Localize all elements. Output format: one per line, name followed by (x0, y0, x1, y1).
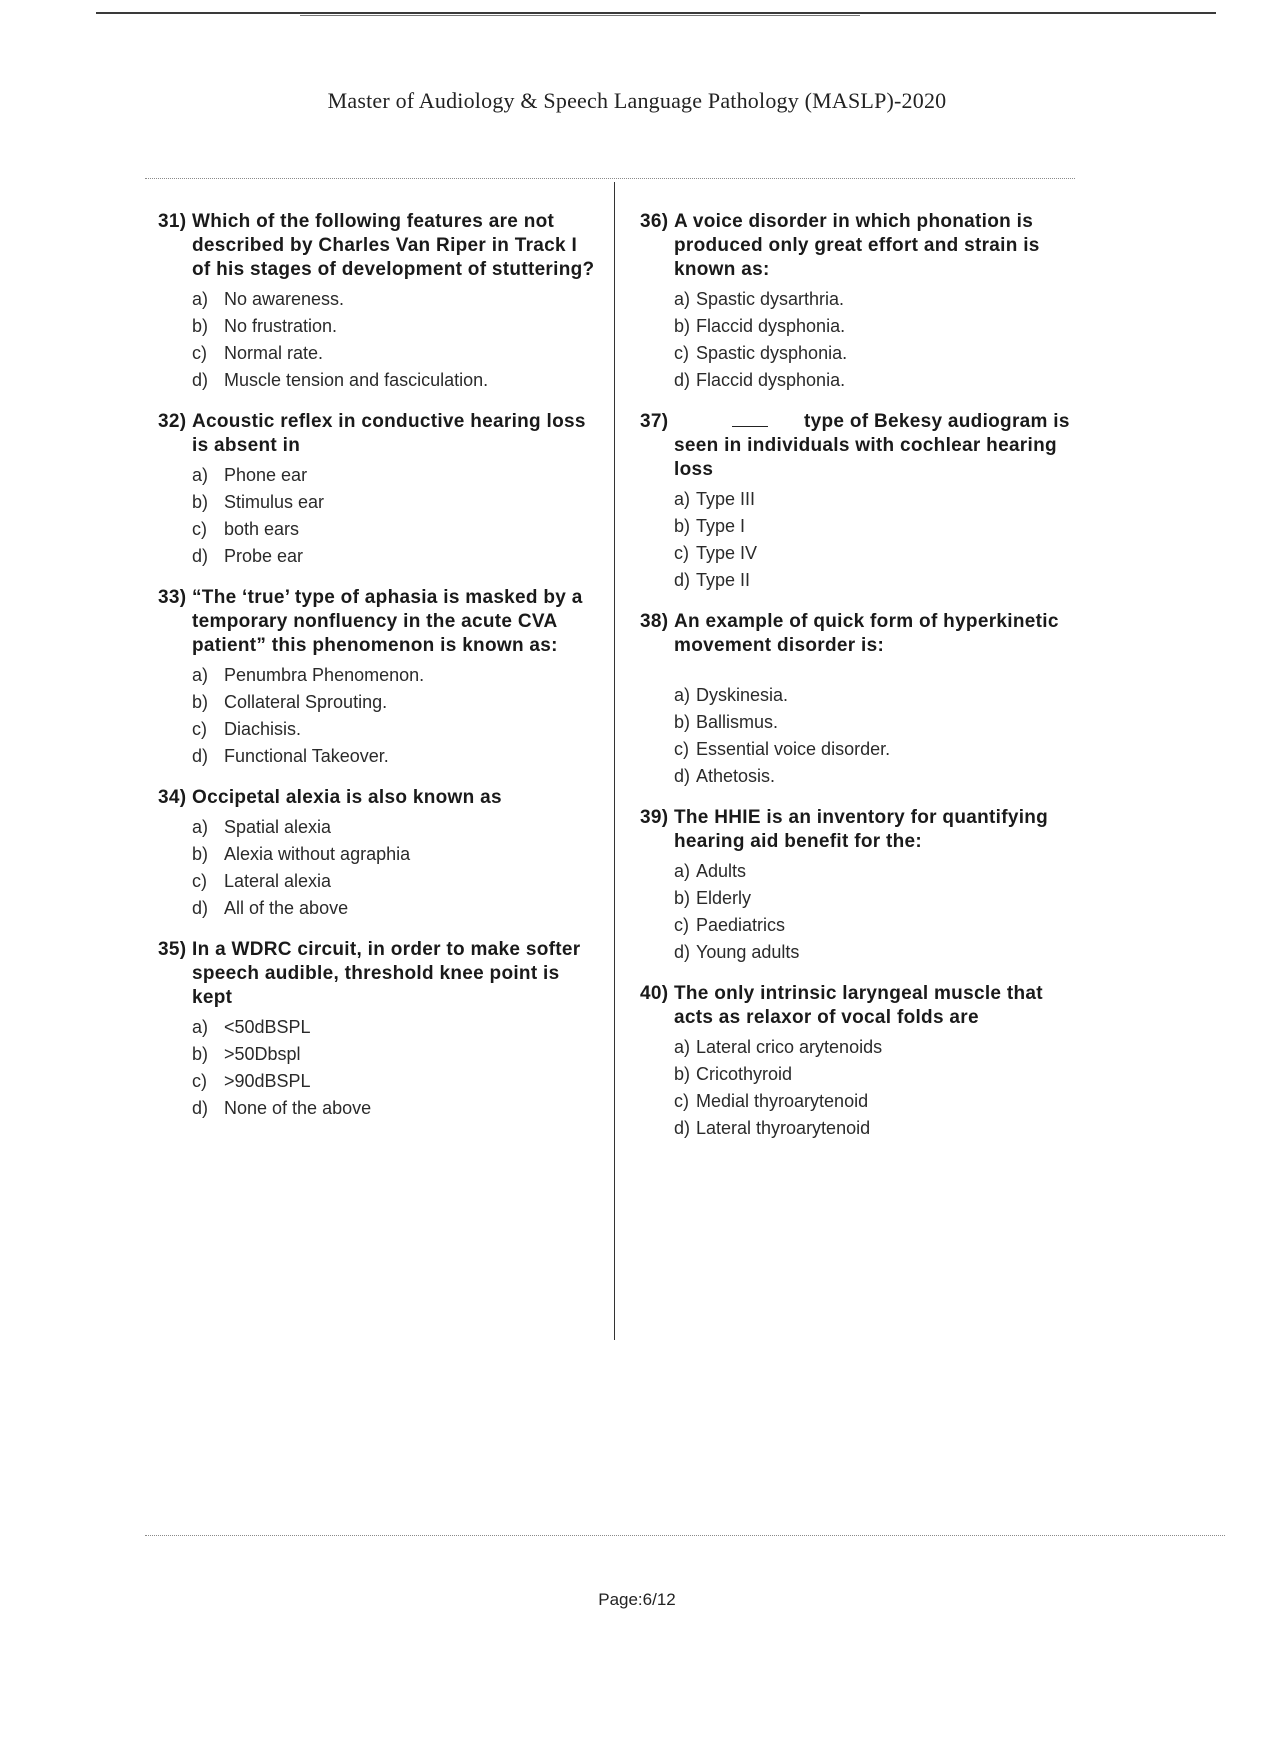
option-d: d) Muscle tension and fasciculation. (192, 370, 489, 390)
option-d: d) Type II (674, 570, 751, 590)
option-list (158, 286, 598, 394)
option-c: c) Lateral alexia (192, 871, 332, 891)
option-b: b) Ballismus. (674, 712, 779, 732)
option-b: b) Stimulus ear (192, 492, 325, 512)
question-number: 34) (158, 787, 187, 808)
option-list (158, 1014, 598, 1122)
question-text: type of Bekesy audiogram is seen in individuals with cochlear hearing loss (674, 411, 1070, 480)
question-text: “The ‘true’ type of aphasia is masked by a temporary nonfluency in the acute CVA patient” this phenomenon is known as: (192, 587, 583, 656)
question-32 (158, 410, 598, 570)
option-a: a) <50dBSPL (192, 1017, 311, 1037)
top-rule (96, 12, 1216, 14)
option-b: b) Alexia without agraphia (192, 844, 411, 864)
option-list (640, 858, 1080, 966)
option-c: c) Type IV (674, 543, 758, 563)
question-text: In a WDRC circuit, in order to make softer speech audible, threshold knee point is kept (192, 939, 581, 1008)
option-c: c) >90dBSPL (192, 1071, 311, 1091)
option-c: c) Spastic dysphonia. (674, 343, 848, 363)
option-d: d) Functional Takeover. (192, 746, 389, 766)
option-d: d) Lateral thyroarytenoid (674, 1118, 871, 1138)
option-b: b) No frustration. (192, 316, 338, 336)
option-list (640, 1034, 1080, 1142)
option-b: b) Type I (674, 516, 746, 536)
option-a: a) Type III (674, 489, 756, 509)
question-number: 32) (158, 411, 187, 432)
question-number: 35) (158, 939, 187, 960)
option-b: b) Collateral Sprouting. (192, 692, 388, 712)
option-a: a) Spatial alexia (192, 817, 332, 837)
option-list (640, 286, 1080, 394)
question-number: 31) (158, 211, 187, 232)
question-text: Occipetal alexia is also known as (192, 787, 502, 808)
footer-divider (145, 1535, 1225, 1536)
option-list (640, 486, 1080, 594)
page-number: Page:6/12 (598, 1590, 676, 1609)
option-b: b) Cricothyroid (674, 1064, 793, 1084)
question-number: 36) (640, 211, 669, 232)
option-d: d) Flaccid dysphonia. (674, 370, 846, 390)
option-list (640, 682, 1080, 790)
question-number: 40) (640, 983, 669, 1004)
question-40 (640, 982, 1080, 1142)
option-a: a) Spastic dysarthria. (674, 289, 845, 309)
question-37 (640, 410, 1080, 594)
question-number: 38) (640, 611, 669, 632)
option-a: a) No awareness. (192, 289, 345, 309)
option-list (158, 462, 598, 570)
left-column (158, 210, 598, 1138)
question-text: The HHIE is an inventory for quantifying hearing aid benefit for the: (674, 807, 1049, 852)
option-d: d) None of the above (192, 1098, 372, 1118)
page-title: Master of Audiology & Speech Language Pathology (MASLP)-2020 (327, 88, 947, 113)
option-c: c) Diachisis. (192, 719, 302, 739)
option-c: c) both ears (192, 519, 300, 539)
option-c: c) Normal rate. (192, 343, 324, 363)
top-rule-secondary (300, 15, 860, 16)
header-divider (145, 178, 1075, 179)
option-d: d) Probe ear (192, 546, 304, 566)
option-d: d) Athetosis. (674, 766, 776, 786)
option-a: a) Penumbra Phenomenon. (192, 665, 425, 685)
question-39 (640, 806, 1080, 966)
question-number: 33) (158, 587, 187, 608)
option-d: d) Young adults (674, 942, 800, 962)
option-c: c) Essential voice disorder. (674, 739, 891, 759)
option-b: b) >50Dbspl (192, 1044, 301, 1064)
question-text: The only intrinsic laryngeal muscle that acts as relaxor of vocal folds are (674, 983, 1043, 1028)
question-34 (158, 786, 598, 922)
question-text: Which of the following features are not described by Charles Van Riper in Track I of his stages of development of stuttering? (192, 211, 595, 280)
option-a: a) Adults (674, 861, 747, 881)
option-b: b) Elderly (674, 888, 752, 908)
question-36 (640, 210, 1080, 394)
right-column (640, 210, 1080, 1158)
option-b: b) Flaccid dysphonia. (674, 316, 846, 336)
question-38 (640, 610, 1080, 790)
question-number: 39) (640, 807, 669, 828)
option-d: d) All of the above (192, 898, 349, 918)
question-33 (158, 586, 598, 770)
option-a: a) Lateral crico arytenoids (674, 1037, 883, 1057)
option-list (158, 662, 598, 770)
option-c: c) Paediatrics (674, 915, 786, 935)
option-c: c) Medial thyroarytenoid (674, 1091, 869, 1111)
question-35 (158, 938, 598, 1122)
blank-line (732, 412, 768, 427)
answer-blank (674, 410, 804, 434)
question-text: A voice disorder in which phonation is produced only great effort and strain is known as: (674, 211, 1040, 280)
option-list (158, 814, 598, 922)
question-number: 37) (640, 411, 669, 432)
option-a: a) Phone ear (192, 465, 308, 485)
question-31 (158, 210, 598, 394)
option-a: a) Dyskinesia. (674, 685, 789, 705)
question-text: An example of quick form of hyperkinetic movement disorder is: (674, 611, 1059, 656)
question-text: Acoustic reflex in conductive hearing loss is absent in (192, 411, 586, 456)
column-divider (614, 182, 615, 1340)
